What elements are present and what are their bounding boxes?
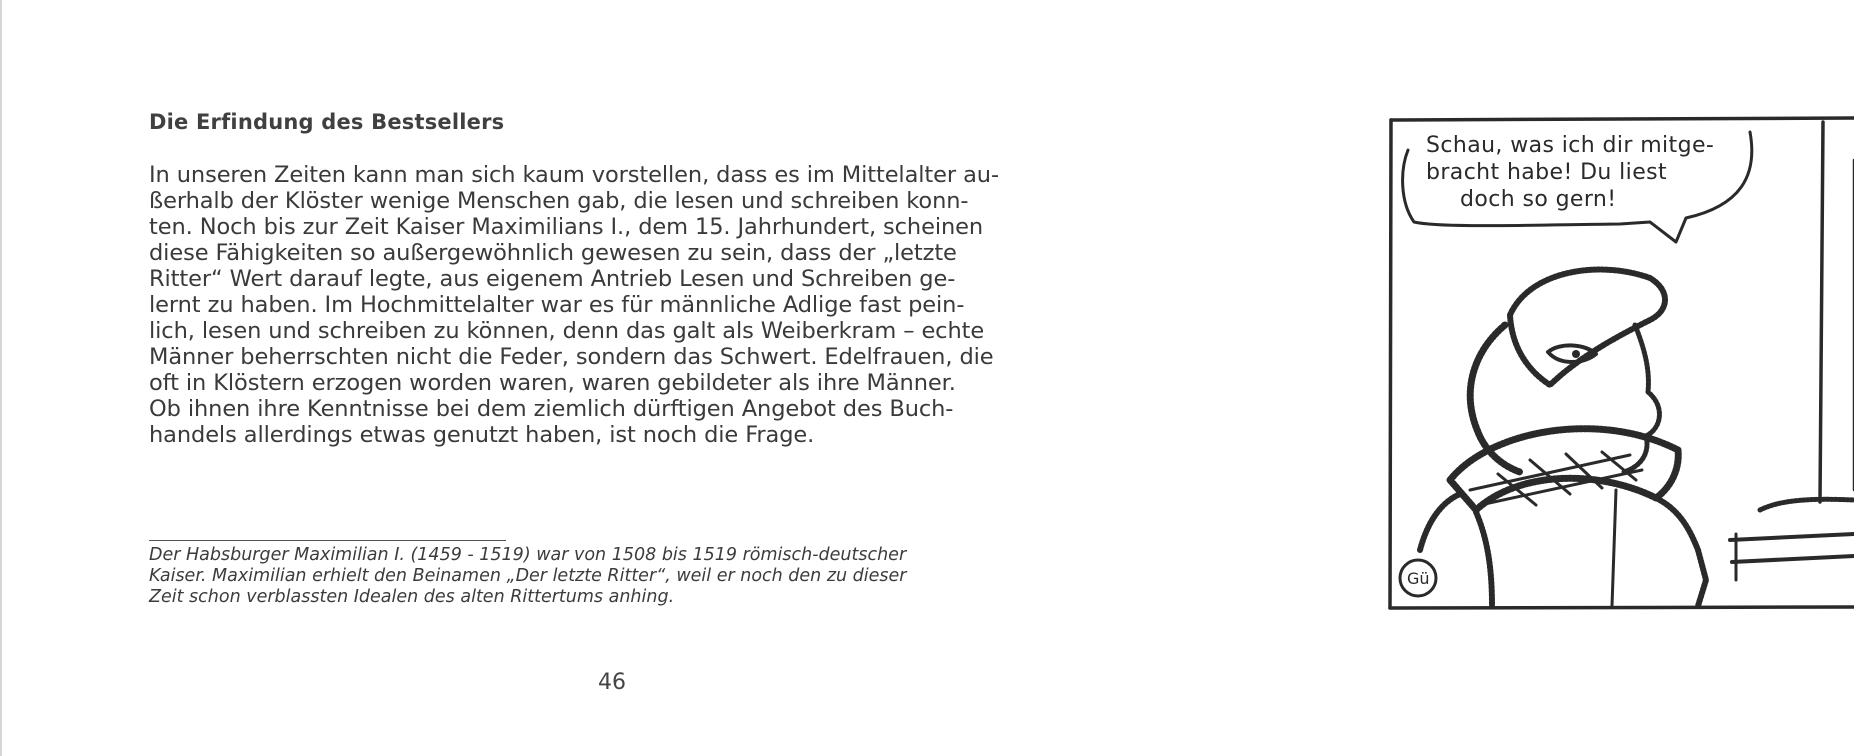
artist-signature: Gü	[1407, 569, 1430, 588]
speech-bubble-line: bracht habe! Du liest	[1426, 160, 1668, 185]
body-line: In unseren Zeiten kann man sich kaum vorstellen, dass es im Mittelalter au-	[149, 162, 999, 188]
page-number: 46	[598, 670, 626, 695]
body-line: Ritter“ Wert darauf legte, aus eigenem Antrieb Lesen und Schreiben ge-	[149, 266, 956, 292]
body-line: ten. Noch bis zur Zeit Kaiser Maximilians I., dem 15. Jahrhundert, scheinen	[149, 214, 984, 240]
body-line: ßerhalb der Klöster wenige Menschen gab, die lesen und schreiben konn-	[149, 188, 969, 214]
footnote-rule	[149, 540, 506, 541]
body-line: oft in Klöstern erzogen worden waren, waren gebildeter als ihre Männer.	[149, 370, 956, 396]
body-line: lich, lesen und schreiben zu können, denn das galt als Weiberkram – echte	[149, 318, 985, 344]
speech-bubble-line: Schau, was ich dir mitge-	[1426, 133, 1715, 158]
page-edge	[0, 0, 2, 756]
footnote-line: Der Habsburger Maximilian I. (1459 - 1519) war von 1508 bis 1519 römisch-deutscher	[149, 545, 907, 565]
cartoon-illustration	[1380, 110, 1854, 620]
section-heading: Die Erfindung des Bestsellers	[149, 110, 505, 134]
footnote-line: Zeit schon verblassten Idealen des alten Rittertums anhing.	[149, 587, 675, 607]
body-line: Ob ihnen ihre Kenntnisse bei dem ziemlich dürftigen Angebot des Buch-	[149, 396, 954, 422]
body-line: diese Fähigkeiten so außergewöhnlich gewesen zu sein, dass der „letzte	[149, 240, 957, 266]
body-text	[149, 162, 1109, 448]
footnote	[149, 545, 906, 608]
footnote-line: Kaiser. Maximilian erhielt den Beinamen „Der letzte Ritter“, weil er noch den zu dieser	[149, 566, 907, 586]
speech-bubble-line: doch so gern!	[1460, 187, 1617, 212]
body-line: lernt zu haben. Im Hochmittelalter war es für männliche Adlige fast pein-	[149, 292, 965, 318]
body-line: Männer beherrschten nicht die Feder, sondern das Schwert. Edelfrauen, die	[149, 344, 994, 370]
body-line: handels allerdings etwas genutzt haben, ist noch die Frage.	[149, 422, 815, 448]
cartoon-drawing	[1380, 110, 1854, 620]
